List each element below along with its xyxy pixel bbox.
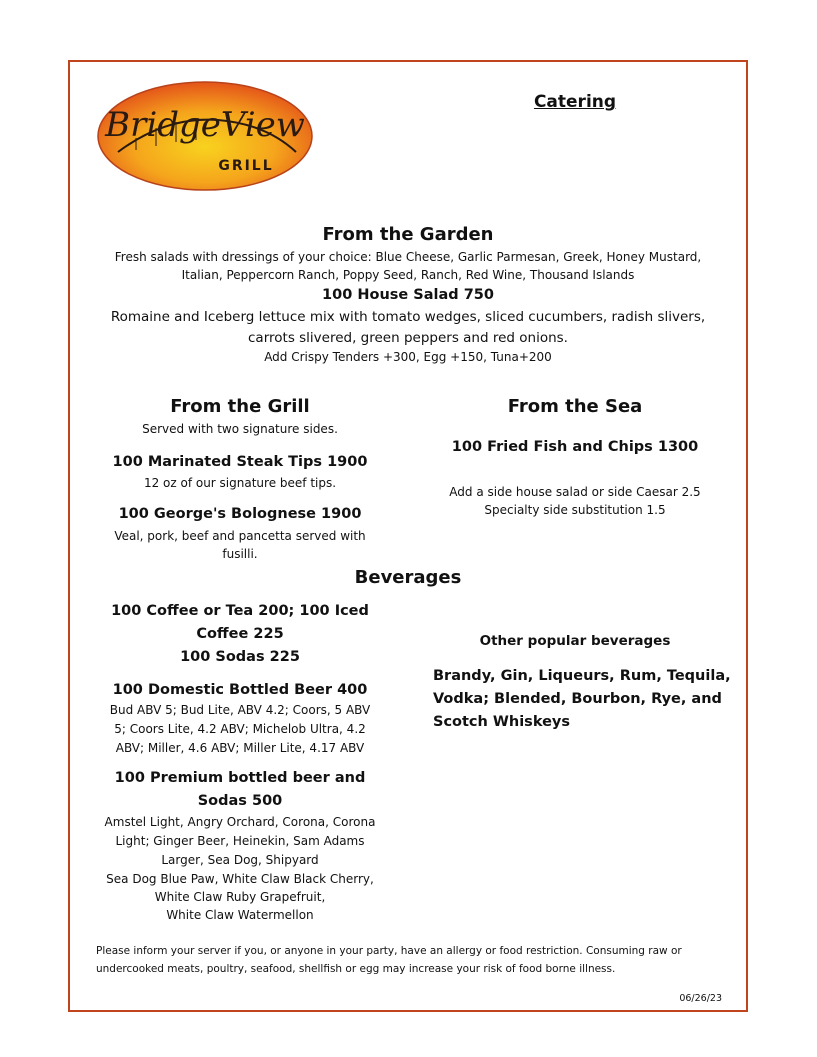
sea-side-note: Add a side house salad or side Caesar 2.5 bbox=[449, 485, 701, 499]
premium-beer-item-1: 100 Premium bottled beer and bbox=[114, 770, 366, 786]
sea-substitution-note: Specialty side substitution 1.5 bbox=[484, 503, 666, 517]
garden-dressings-1: Fresh salads with dressings of your choice: Blue Cheese, Garlic Parmesan, Greek, Honey Mustard, bbox=[114, 250, 702, 264]
allergy-disclaimer-1: Please inform your server if you, or anyone in your party, have an allergy or food restriction. Consuming raw or bbox=[96, 945, 682, 957]
allergy-disclaimer-2: undercooked meats, poultry, seafood, shellfish or egg may increase your risk of food borne illness. bbox=[96, 963, 616, 975]
other-beverages-1: Brandy, Gin, Liqueurs, Rum, Tequila, bbox=[433, 668, 731, 684]
page-title: Catering bbox=[533, 92, 617, 112]
house-salad-desc-1: Romaine and Iceberg lettuce mix with tomato wedges, sliced cucumbers, radish slivers, bbox=[110, 309, 706, 325]
coffee-item-1: 100 Coffee or Tea 200; 100 Iced bbox=[111, 603, 369, 619]
sea-title: From the Sea bbox=[507, 396, 643, 417]
other-beverages-title: Other popular beverages bbox=[479, 633, 671, 649]
bolognese-desc-2: fusilli. bbox=[222, 547, 258, 561]
premium-beer-desc-3: Larger, Sea Dog, Shipyard bbox=[161, 853, 319, 867]
fish-chips-item: 100 Fried Fish and Chips 1300 bbox=[451, 439, 699, 455]
logo-wordmark: BridgeView bbox=[105, 105, 305, 145]
house-salad-desc-2: carrots slivered, green peppers and red onions. bbox=[248, 330, 568, 346]
bridgeview-logo bbox=[96, 80, 314, 192]
other-beverages-2: Vodka; Blended, Bourbon, Rye, and bbox=[433, 691, 722, 707]
domestic-beer-desc-3: ABV; Miller, 4.6 ABV; Miller Lite, 4.17 ABV bbox=[115, 741, 365, 755]
grill-subtitle: Served with two signature sides. bbox=[142, 422, 338, 436]
domestic-beer-item: 100 Domestic Bottled Beer 400 bbox=[112, 682, 368, 698]
bolognese-item: 100 George's Bolognese 1900 bbox=[118, 506, 362, 522]
domestic-beer-desc-2: 5; Coors Lite, 4.2 ABV; Michelob Ultra, 4.2 bbox=[114, 722, 366, 736]
grill-title: From the Grill bbox=[170, 396, 310, 417]
premium-beer-desc-1: Amstel Light, Angry Orchard, Corona, Corona bbox=[104, 815, 376, 829]
premium-beer-item-2: Sodas 500 bbox=[197, 793, 283, 809]
other-beverages-3: Scotch Whiskeys bbox=[433, 714, 570, 730]
premium-beer-desc-6: White Claw Watermellon bbox=[166, 908, 314, 922]
sodas-item: 100 Sodas 225 bbox=[180, 649, 300, 665]
garden-title: From the Garden bbox=[322, 224, 494, 245]
coffee-item-2: Coffee 225 bbox=[196, 626, 284, 642]
steak-tips-desc: 12 oz of our signature beef tips. bbox=[143, 476, 337, 490]
steak-tips-item: 100 Marinated Steak Tips 1900 bbox=[112, 454, 368, 470]
premium-beer-desc-5: White Claw Ruby Grapefruit, bbox=[154, 890, 326, 904]
premium-beer-desc-2: Light; Ginger Beer, Heinekin, Sam Adams bbox=[115, 834, 365, 848]
bolognese-desc-1: Veal, pork, beef and pancetta served with bbox=[114, 529, 366, 543]
domestic-beer-desc-1: Bud ABV 5; Bud Lite, ABV 4.2; Coors, 5 ABV bbox=[109, 703, 371, 717]
menu-date: 06/26/23 bbox=[679, 993, 722, 1004]
premium-beer-desc-4: Sea Dog Blue Paw, White Claw Black Cherry, bbox=[106, 872, 374, 886]
house-salad-addons: Add Crispy Tenders +300, Egg +150, Tuna+200 bbox=[264, 350, 552, 364]
beverages-title: Beverages bbox=[354, 567, 462, 588]
logo-subtitle: GRILL bbox=[218, 158, 274, 174]
house-salad-item: 100 House Salad 750 bbox=[322, 287, 494, 303]
garden-dressings-2: Italian, Peppercorn Ranch, Poppy Seed, Ranch, Red Wine, Thousand Islands bbox=[181, 268, 635, 282]
